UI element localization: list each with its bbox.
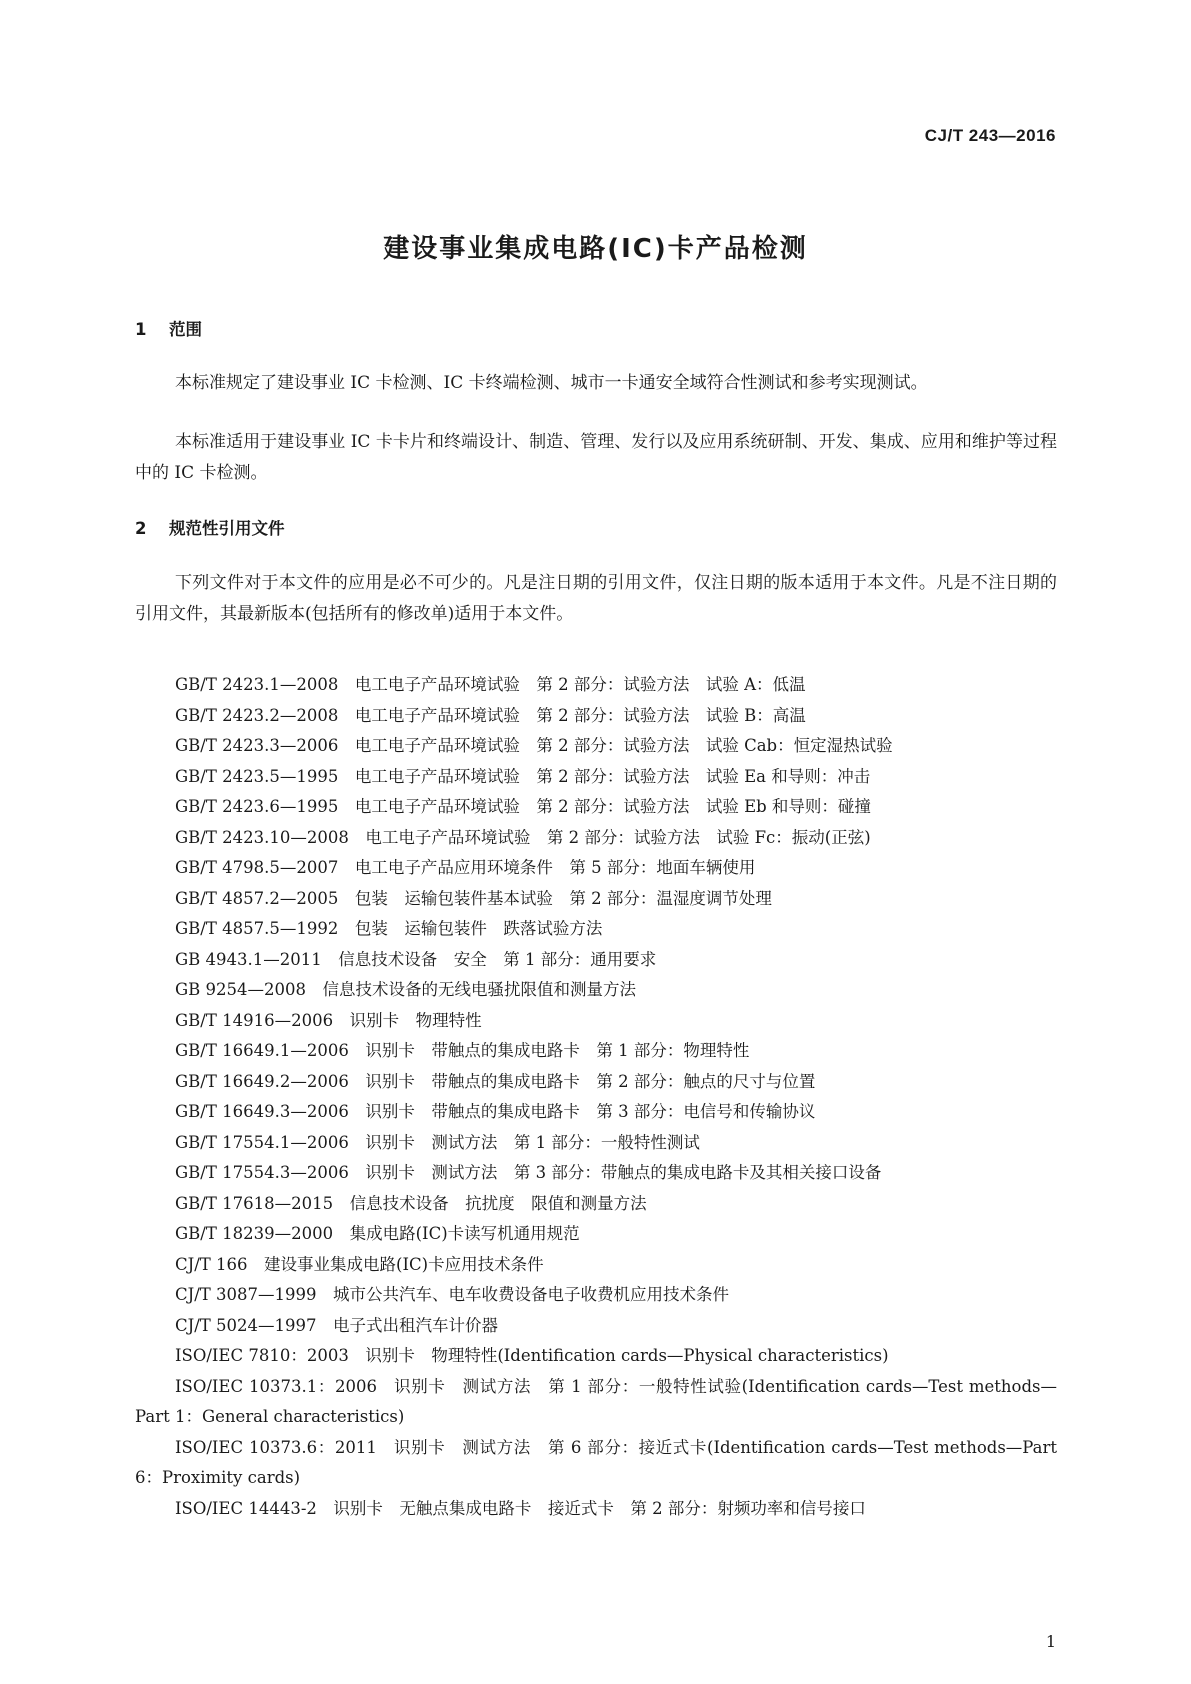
reference-title: 识别卡 测试方法 第 6 部分：接近式卡(Identification cards—Test methods—Part 6：Proximity cards) — [135, 1437, 1058, 1487]
reference-code: GB 9254—2008 — [175, 980, 307, 999]
reference-code: GB/T 2423.3—2006 — [175, 736, 339, 755]
reference-title: 电工电子产品环境试验 第 2 部分：试验方法 试验 Eb 和导则：碰撞 — [354, 797, 871, 816]
section-2-heading — [135, 515, 285, 539]
reference-item — [135, 975, 1057, 1006]
reference-item — [135, 884, 1057, 915]
reference-item — [135, 701, 1057, 732]
reference-title: 识别卡 带触点的集成电路卡 第 3 部分：电信号和传输协议 — [365, 1102, 816, 1121]
reference-code: GB/T 2423.2—2008 — [175, 705, 339, 725]
reference-code: GB/T 4857.5—1992 — [175, 919, 339, 938]
references-intro-paragraph: 下列文件对于本文件的应用是必不可少的。凡是注日期的引用文件，仅注日期的版本适用于本文件。凡是不注日期的引用文件，其最新版本(包括所有的修改单)适用于本文件。 — [135, 573, 1057, 624]
reference-code: GB/T 2423.5—1995 — [175, 766, 339, 786]
reference-item — [135, 1250, 1057, 1281]
reference-title: 城市公共汽车、电车收费设备电子收费机应用技术条件 — [333, 1285, 730, 1304]
reference-code: GB/T 17618—2015 — [175, 1193, 334, 1213]
reference-code: GB/T 17554.3—2006 — [175, 1163, 349, 1182]
reference-code: GB/T 2423.10—2008 — [175, 827, 349, 847]
reference-item — [135, 1006, 1057, 1037]
reference-item — [135, 1128, 1057, 1159]
section-2-title: 规范性引用文件 — [169, 519, 285, 538]
reference-item — [135, 1097, 1057, 1128]
section-1-heading — [135, 316, 202, 340]
reference-code: ISO/IEC 10373.1：2006 — [175, 1376, 377, 1396]
scope-paragraph-2: 本标准适用于建设事业 IC 卡卡片和终端设计、制造、管理、发行以及应用系统研制、开发、集成、应用和维护等过程中的 IC 卡检测。 — [135, 432, 1057, 483]
reference-title: 信息技术设备的无线电骚扰限值和测量方法 — [322, 980, 637, 999]
reference-item — [135, 762, 1057, 793]
reference-title: 建设事业集成电路(IC)卡应用技术条件 — [264, 1254, 544, 1274]
reference-code: GB/T 16649.1—2006 — [175, 1041, 349, 1060]
reference-code: GB/T 16649.2—2006 — [175, 1071, 349, 1091]
reference-code: CJ/T 3087—1999 — [175, 1285, 317, 1304]
reference-code: CJ/T 5024—1997 — [175, 1315, 317, 1335]
reference-item — [135, 1189, 1057, 1220]
reference-item — [135, 1067, 1057, 1098]
reference-item — [135, 670, 1057, 701]
reference-item — [135, 1372, 1057, 1433]
reference-code: GB/T 4857.2—2005 — [175, 888, 339, 908]
reference-item — [135, 823, 1057, 854]
reference-title: 信息技术设备 安全 第 1 部分：通用要求 — [338, 949, 657, 969]
reference-item — [135, 792, 1057, 823]
reference-item — [135, 1311, 1057, 1342]
reference-title: 电工电子产品环境试验 第 2 部分：试验方法 试验 Cab：恒定湿热试验 — [354, 736, 893, 755]
reference-title: 识别卡 带触点的集成电路卡 第 2 部分：触点的尺寸与位置 — [365, 1071, 816, 1091]
reference-item — [135, 945, 1057, 976]
reference-title: 识别卡 测试方法 第 3 部分：带触点的集成电路卡及其相关接口设备 — [365, 1163, 882, 1182]
reference-item — [135, 1158, 1057, 1189]
document-title: 建设事业集成电路(IC)卡产品检测 — [383, 234, 808, 264]
reference-title: 电工电子产品环境试验 第 2 部分：试验方法 试验 Ea 和导则：冲击 — [354, 766, 871, 786]
scope-paragraph-1: 本标准规定了建设事业 IC 卡检测、IC 卡终端检测、城市一卡通安全域符合性测试和参考实现测试。 — [175, 373, 928, 393]
reference-code: GB/T 17554.1—2006 — [175, 1132, 349, 1152]
reference-code: GB/T 18239—2000 — [175, 1224, 334, 1243]
reference-code: ISO/IEC 14443-2 — [175, 1498, 317, 1518]
reference-code: GB/T 14916—2006 — [175, 1010, 334, 1030]
reference-code: CJ/T 166 — [175, 1254, 248, 1274]
reference-item — [135, 1433, 1057, 1494]
reference-title: 集成电路(IC)卡读写机通用规范 — [349, 1224, 580, 1243]
reference-code: ISO/IEC 10373.6：2011 — [175, 1437, 377, 1457]
reference-item — [135, 914, 1057, 945]
section-2-number: 2 — [135, 519, 147, 538]
reference-code: ISO/IEC 7810：2003 — [175, 1346, 349, 1365]
page-number: 1 — [1045, 1632, 1056, 1651]
reference-item — [135, 1219, 1057, 1250]
reference-code: GB/T 4798.5—2007 — [175, 858, 339, 877]
reference-title: 电工电子产品环境试验 第 2 部分：试验方法 试验 A：低温 — [354, 675, 806, 694]
reference-code: GB/T 2423.6—1995 — [175, 797, 339, 816]
reference-code: GB/T 16649.3—2006 — [175, 1102, 349, 1121]
reference-title: 识别卡 物理特性(Identification cards—Physical characteristics) — [365, 1346, 889, 1365]
reference-item — [135, 1280, 1057, 1311]
reference-title: 识别卡 测试方法 第 1 部分：一般特性测试 — [365, 1132, 700, 1152]
reference-title: 包装 运输包装件 跌落试验方法 — [354, 919, 603, 938]
section-1-number: 1 — [135, 320, 147, 339]
reference-item — [135, 1494, 1057, 1525]
reference-code: GB 4943.1—2011 — [175, 949, 322, 969]
standard-code: CJ/T 243—2016 — [924, 126, 1056, 145]
reference-title: 电子式出租汽车计价器 — [333, 1315, 499, 1335]
reference-title: 电工电子产品应用环境条件 第 5 部分：地面车辆使用 — [354, 858, 756, 877]
section-1-title: 范围 — [169, 320, 202, 339]
reference-code: GB/T 2423.1—2008 — [175, 675, 339, 694]
reference-item — [135, 1341, 1057, 1372]
reference-item — [135, 853, 1057, 884]
reference-item — [135, 731, 1057, 762]
reference-title: 识别卡 无触点集成电路卡 接近式卡 第 2 部分：射频功率和信号接口 — [333, 1498, 866, 1518]
reference-title: 电工电子产品环境试验 第 2 部分：试验方法 试验 Fc：振动(正弦) — [365, 827, 871, 847]
reference-title: 信息技术设备 抗扰度 限值和测量方法 — [349, 1193, 647, 1213]
reference-title: 识别卡 物理特性 — [349, 1010, 482, 1030]
reference-item — [135, 1036, 1057, 1067]
normative-references-list — [135, 670, 1057, 1524]
reference-title: 包装 运输包装件基本试验 第 2 部分：温湿度调节处理 — [354, 888, 772, 908]
reference-title: 电工电子产品环境试验 第 2 部分：试验方法 试验 B：高温 — [354, 705, 806, 725]
reference-title: 识别卡 带触点的集成电路卡 第 1 部分：物理特性 — [365, 1041, 750, 1060]
reference-title: 识别卡 测试方法 第 1 部分：一般特性试验(Identification cards—Test methods—Part 1：General characteristics) — [135, 1376, 1057, 1426]
